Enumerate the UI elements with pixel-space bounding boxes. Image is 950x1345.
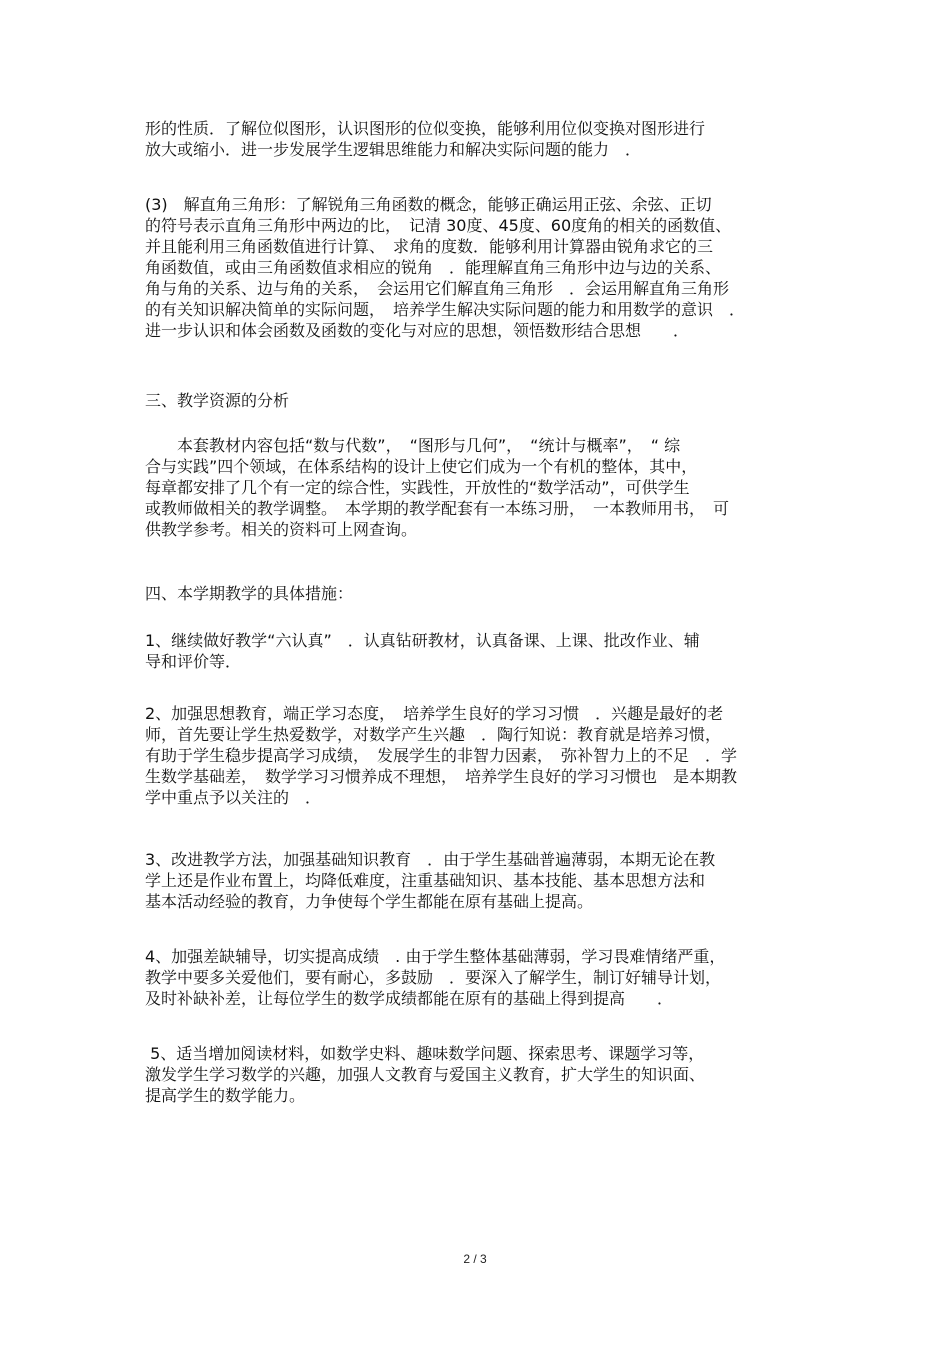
paragraph-measure-1 [145,630,825,672]
text-line: 进一步认识和体会函数及函数的变化与对应的思想，领悟数形结合思想 ． [145,321,690,340]
text-line: 激发学生学习数学的兴趣，加强人文教育与爱国主义教育，扩大学生的知识面、 [145,1065,706,1084]
text-line: 师，首先要让学生热爱数学，对数学产生兴趣 ．陶行知说：教育就是培养习惯， [145,725,722,744]
text-line: (3) 解直角三角形：了解锐角三角函数的概念，能够正确运用正弦、余弦、正切 [145,195,712,214]
paragraph-measure-3 [145,849,825,912]
section-heading-resources [145,390,825,411]
text-line: 导和评价等． [145,652,242,671]
text-line: 本套教材内容包括“数与代数”， “图形与几何”， “统计与概率”， “ 综 [145,436,681,455]
text-line: 及时补缺补差，让每位学生的数学成绩都能在原有的基础上得到提高 ． [145,989,674,1008]
text-line: 的有关知识解决简单的实际问题， 培养学生解决实际问题的能力和用数学的意识 ． [145,300,746,319]
text-line: 供教学参考。相关的资料可上网查询。 [145,520,418,539]
text-line: 1、继续做好教学“六认真” ．认真钻研教材，认真备课、上课、批改作业、辅 [145,631,700,650]
page-number: 2 / 3 [463,1252,487,1266]
text-line: 4、加强差缺辅导，切实提高成绩 . 由于学生整体基础薄弱，学习畏难情绪严重， [145,947,726,966]
text-line: 基本活动经验的教育，力争使每个学生都能在原有基础上提高。 [145,892,594,911]
text-line: 角与角的关系、边与角的关系， 会运用它们解直角三角形 ．会运用解直角三角形 [145,279,730,298]
text-line: 每章都安排了几个有一定的综合性，实践性，开放性的“数学活动”，可供学生 [145,478,690,497]
text-line: 或教师做相关的教学调整。 本学期的教学配套有一本练习册， 一本教师用书， 可 [145,499,730,518]
text-line: 5、适当增加阅读材料，如数学史料、趣味数学问题、探索思考、课题学习等， [145,1044,705,1063]
paragraph-measure-5 [145,1043,825,1106]
section-heading: 四、本学期教学的具体措施： [145,584,354,603]
paragraph-textbook-content [145,435,825,540]
text-line: 角函数值，或由三角函数值求相应的锐角 ．能理解直角三角形中边与边的关系、 [145,258,722,277]
paragraph-measure-4 [145,946,825,1009]
text-line: 的符号表示直角三角形中两边的比， 记清 30度、45度、60度角的相关的函数值、 [145,216,732,235]
text-line: 形的性质．了解位似图形，认识图形的位似变换，能够利用位似变换对图形进行 [145,119,706,138]
paragraph-similarity-figures [145,118,825,160]
text-line: 放大或缩小．进一步发展学生逻辑思维能力和解决实际问题的能力 ． [145,140,642,159]
text-line: 学中重点予以关注的 ． [145,788,322,807]
text-line: 教学中要多关爱他们，要有耐心，多鼓励 ．要深入了解学生，制订好辅导计划， [145,968,722,987]
paragraph-right-triangles [145,194,825,341]
text-line: 并且能利用三角函数值进行计算、 求角的度数．能够利用计算器由锐角求它的三 [145,237,714,256]
paragraph-measure-2 [145,703,825,808]
text-line: 3、改进教学方法，加强基础知识教育 ．由于学生基础普遍薄弱，本期无论在教 [145,850,716,869]
text-line: 生数学基础差， 数学学习习惯养成不理想， 培养学生良好的学习习惯也 是本期教 [145,767,738,786]
text-line: 学上还是作业布置上，均降低难度，注重基础知识、基本技能、基本思想方法和 [145,871,706,890]
text-line: 2、加强思想教育，端正学习态度， 培养学生良好的学习习惯 ．兴趣是最好的老 [145,704,724,723]
text-line: 合与实践”四个领域，在体系结构的设计上使它们成为一个有机的整体，其中， [145,457,698,476]
text-line: 提高学生的数学能力。 [145,1086,306,1105]
section-heading-measures [145,583,825,604]
text-line: 有助于学生稳步提高学习成绩， 发展学生的非智力因素， 弥补智力上的不足 ．学 [145,746,738,765]
section-heading: 三、教学资源的分析 [145,391,290,410]
